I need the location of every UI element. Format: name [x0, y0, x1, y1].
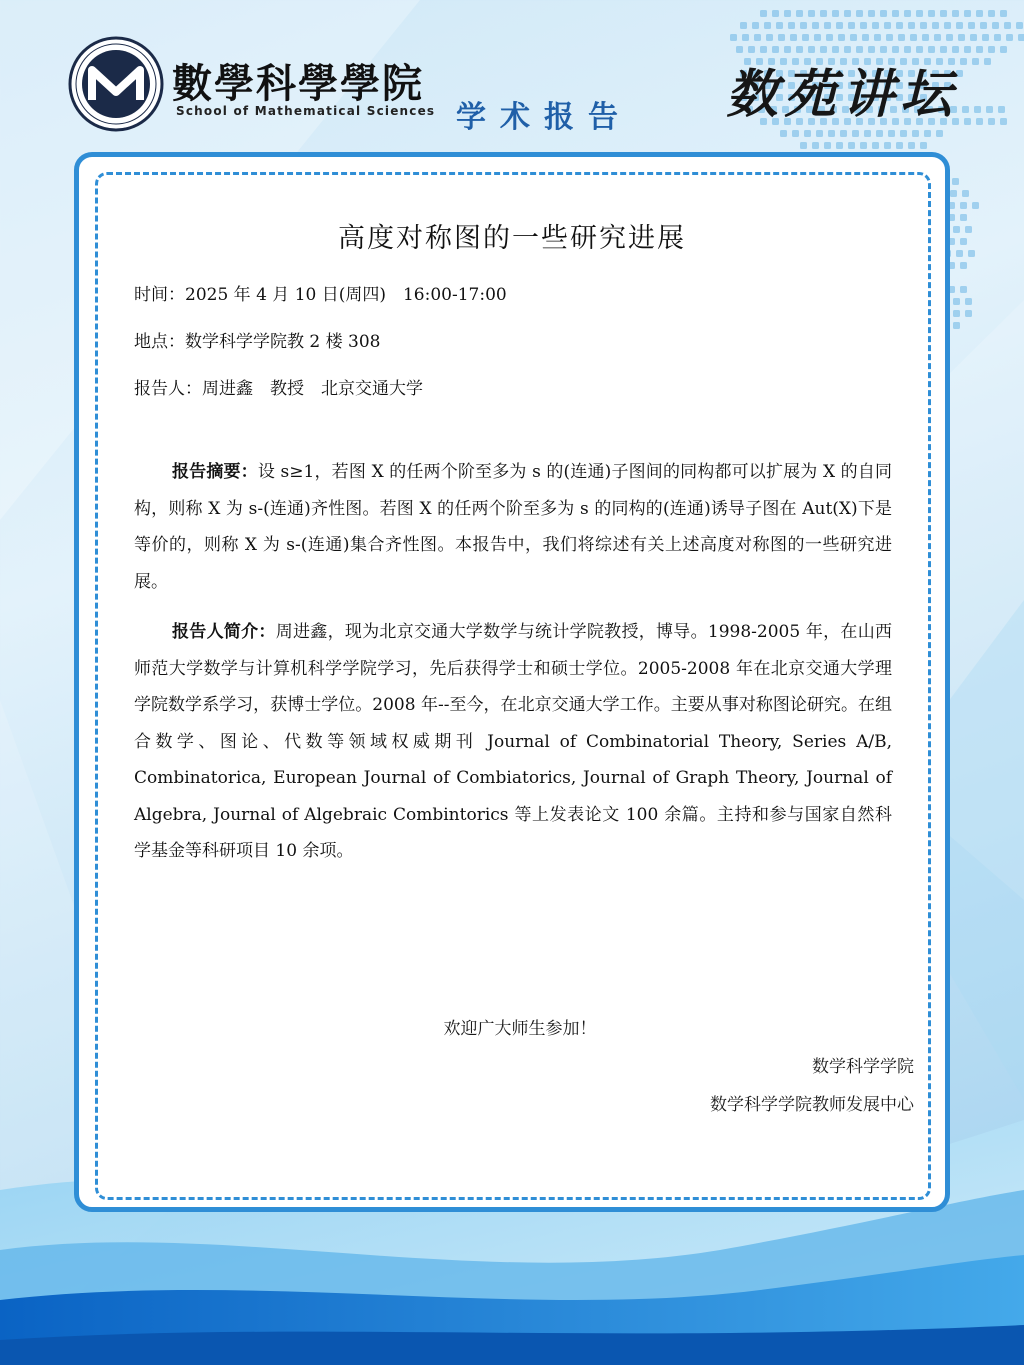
talk-title: 高度对称图的一些研究进展 [338, 223, 686, 254]
school-emblem [68, 36, 164, 132]
bio-text: 周进鑫，现为北京交通大学数学与统计学院教授，博导。1998-2005 年，在山西师范大学数学与计算机科学学院学习，先后获得学士和硕士学位。2005-2008 年在北京交通大学理学院数学系学习，获博士学位。2008 年--至今，在北京交通大学工作。主要从事对称图论研究。在组合数学、图论、代数等领域权威期刊 Journal of Combinatorial Theory, Series A/B, Combinatorica, European Journal of Combiatorics, Journal of Graph Theory, Journal of Algebra, Journal of Algebraic Combintorics 等上发表论文 100 余篇。主持和参与国家自然科学基金等科研项目 10 余项。 [134, 622, 892, 861]
abstract-paragraph [134, 454, 892, 600]
bio-label: 报告人简介： [172, 622, 276, 642]
organizer-center: 数学科学学院教师发展中心 [710, 1095, 914, 1115]
school-emblem-icon [68, 36, 164, 132]
forum-name: 数苑讲坛 [726, 64, 959, 125]
organizer-school: 数学科学学院 [812, 1057, 914, 1077]
talk-time: 时间：2025 年 4 月 10 日(周四) 16:00-17:00 [134, 285, 507, 305]
talk-location: 地点：数学科学学院教 2 楼 308 [134, 332, 381, 352]
school-name-cn: 數學科學學院 [172, 60, 424, 107]
school-name-en: School of Mathematical Sciences [176, 104, 436, 118]
report-type-title: 学术报告 [456, 100, 632, 135]
bio-paragraph [134, 614, 892, 870]
abstract-label: 报告摘要： [172, 462, 258, 482]
talk-speaker: 报告人：周进鑫 教授 北京交通大学 [134, 379, 423, 399]
abstract-text: 设 s≥1，若图 X 的任两个阶至多为 s 的(连通)子图间的同构都可以扩展为 X 的自同构，则称 X 为 s-(连通)齐性图。若图 X 的任两个阶至多为 s 的同构的(连通)诱导子图在 Aut(X)下是等价的，则称 X 为 s-(连通)集合齐性图。本报告中，我们将综述有关上述高度对称图的一些研究进展。 [134, 462, 893, 592]
welcome-text: 欢迎广大师生参加！ [443, 1019, 597, 1039]
